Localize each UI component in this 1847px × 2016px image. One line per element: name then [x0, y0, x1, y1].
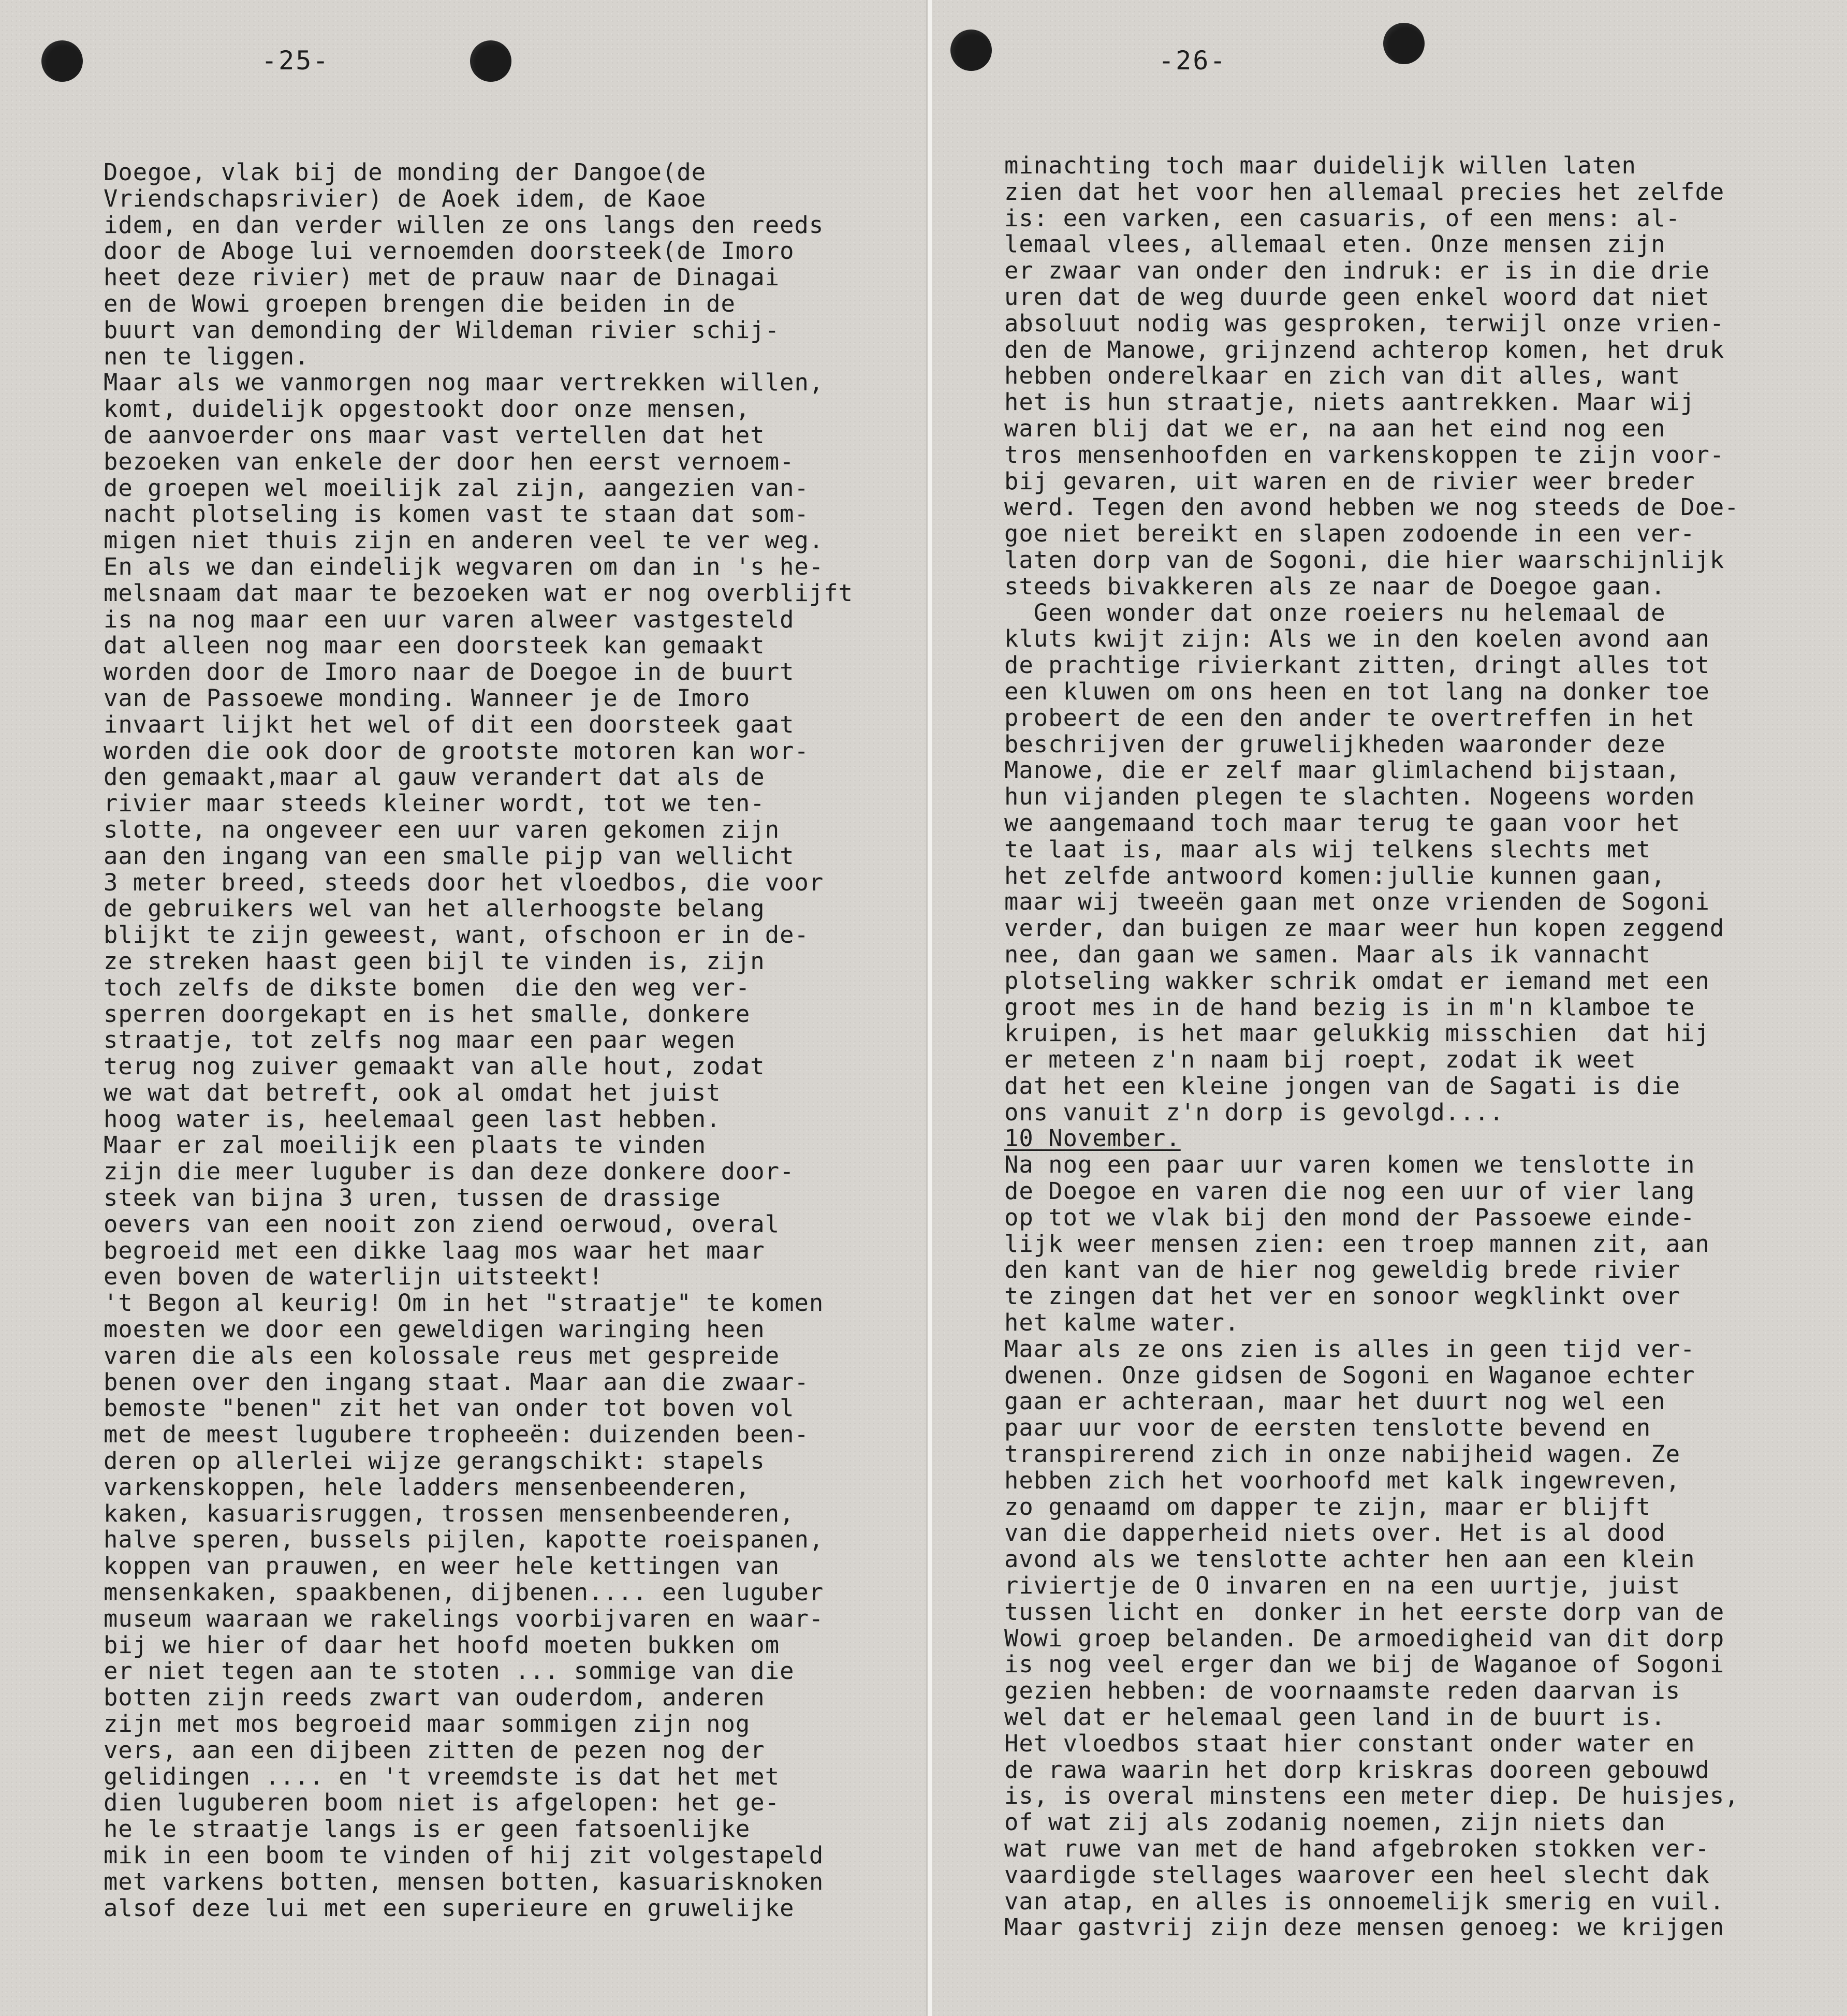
text-line: botten zijn reeds zwart van ouderdom, anderen — [104, 1684, 765, 1712]
text-line: de gebruikers wel van het allerhoogste belang — [104, 895, 765, 923]
text-line: we wat dat betreft, ook al omdat het juist — [104, 1078, 721, 1106]
text-line: is: een varken, een casuaris, of een mens: al- — [1004, 204, 1681, 232]
text-line: heet deze rivier) met de prauw naar de Dinagai — [104, 264, 780, 291]
text-line: Maar gastvrij zijn deze mensen genoeg: we krijgen — [1004, 1913, 1725, 1941]
text-line: bij gevaren, uit waren en de rivier weer breder — [1004, 467, 1695, 495]
text-line: de rawa waarin het dorp kriskras dooreen gebouwd — [1004, 1756, 1710, 1784]
text-line: wel dat er helemaal geen land in de buurt is. — [1004, 1703, 1666, 1731]
text-line: zo genaamd om dapper te zijn, maar er blijft — [1004, 1493, 1651, 1521]
text-line: beschrijven der gruwelijkheden waaronder deze — [1004, 730, 1666, 758]
text-line: en de Wowi groepen brengen die beiden in de — [104, 289, 736, 317]
text-line: zijn met mos begroeid maar sommigen zijn nog — [104, 1710, 751, 1738]
text-line: buurt van demonding der Wildeman rivier schij- — [104, 316, 780, 344]
text-line: 10 November. — [1004, 1124, 1181, 1152]
text-line: varkenskoppen, hele ladders mensenbeenderen, — [104, 1473, 751, 1501]
text-line: den gemaakt,maar al gauw verandert dat als de — [104, 763, 765, 791]
text-line: den kant van de hier nog geweldig brede rivier — [1004, 1256, 1681, 1284]
text-line: nacht plotseling is komen vast te staan dat som- — [104, 500, 809, 528]
text-line: Na nog een paar uur varen komen we tenslotte in — [1004, 1151, 1695, 1179]
text-line: met de meest lugubere tropheeën: duizenden been- — [104, 1421, 809, 1449]
text-line: wat ruwe van met de hand afgebroken stokken ver- — [1004, 1835, 1710, 1862]
text-line: bij we hier of daar het hoofd moeten bukken om — [104, 1631, 780, 1659]
text-line: Het vloedbos staat hier constant onder water en — [1004, 1729, 1695, 1757]
text-line: hebben zich het voorhoofd met kalk ingewreven, — [1004, 1466, 1681, 1494]
text-line: 't Begon al keurig! Om in het "straatje" te komen — [104, 1289, 824, 1317]
text-line: zijn die meer luguber is dan deze donkere door- — [104, 1158, 795, 1186]
text-line: laten dorp van de Sogoni, die hier waarschijnlijk — [1004, 546, 1725, 574]
text-line: moesten we door een geweldigen waringing heen — [104, 1316, 765, 1343]
page-number: -26- — [1159, 46, 1227, 76]
text-line: blijkt te zijn geweest, want, ofschoon er in de- — [104, 921, 809, 949]
text-line: kaken, kasuarisruggen, trossen mensenbeenderen, — [104, 1499, 795, 1527]
text-line: begroeid met een dikke laag mos waar het maar — [104, 1236, 765, 1264]
text-line: koppen van prauwen, en weer hele kettingen van — [104, 1552, 780, 1580]
text-line: hun vijanden plegen te slachten. Nogeens worden — [1004, 783, 1695, 811]
text-line: transpirerend zich in onze nabijheid wagen. Ze — [1004, 1440, 1681, 1468]
text-line: de groepen wel moeilijk zal zijn, aangezien van- — [104, 474, 809, 502]
text-line: absoluut nodig was gesproken, terwijl onze vrien- — [1004, 309, 1725, 337]
text-line: alsof deze lui met een superieure en gruwelijke — [104, 1894, 795, 1922]
text-line: bemoste "benen" zit het van onder tot boven vol — [104, 1394, 795, 1422]
text-line: bezoeken van enkele der door hen eerst vernoem- — [104, 447, 795, 475]
right-page — [932, 0, 1847, 2016]
text-line: terug nog zuiver gemaakt van alle hout, zodat — [104, 1053, 765, 1080]
text-line: waren blij dat we er, na aan het eind nog een — [1004, 414, 1666, 442]
text-line: nee, dan gaan we samen. Maar als ik vannacht — [1004, 940, 1651, 968]
text-line: van die dapperheid niets over. Het is al dood — [1004, 1519, 1666, 1547]
text-line: kruipen, is het maar gelukkig misschien dat hij — [1004, 1019, 1710, 1047]
text-line: hebben onderelkaar en zich van dit alles, want — [1004, 362, 1681, 390]
text-line: Maar als ze ons zien is alles in geen tijd ver- — [1004, 1335, 1695, 1363]
text-line: het kalme water. — [1004, 1309, 1240, 1337]
text-line: dat alleen nog maar een doorsteek kan gemaakt — [104, 632, 765, 660]
text-line: het is hun straatje, niets aantrekken. Maar wij — [1004, 388, 1695, 416]
text-line: de Doegoe en varen die nog een uur of vier lang — [1004, 1177, 1695, 1205]
page-divider — [928, 0, 932, 2016]
text-line: is na nog maar een uur varen alweer vastgesteld — [104, 605, 795, 633]
text-line: vers, aan een dijbeen zitten de pezen nog der — [104, 1736, 765, 1764]
text-line: gaan er achteraan, maar het duurt nog wel een — [1004, 1387, 1666, 1415]
text-line: deren op allerlei wijze gerangschikt: stapels — [104, 1447, 765, 1475]
text-line: te laat is, maar als wij telkens slechts met — [1004, 835, 1651, 863]
page-text — [104, 159, 853, 1921]
text-line: ons vanuit z'n dorp is gevolgd.... — [1004, 1098, 1504, 1126]
text-line: slotte, na ongeveer een uur varen gekomen zijn — [104, 815, 780, 843]
text-line: straatje, tot zelfs nog maar een paar wegen — [104, 1026, 736, 1054]
text-line: de aanvoerder ons maar vast vertellen dat het — [104, 421, 765, 449]
text-line: of wat zij als zodanig noemen, zijn niets dan — [1004, 1808, 1666, 1836]
text-line: toch zelfs de dikste bomen die den weg ver- — [104, 973, 751, 1001]
text-line: oevers van een nooit zon ziend oerwoud, overal — [104, 1210, 780, 1238]
text-line: sperren doorgekapt en is het smalle, donkere — [104, 1000, 751, 1028]
page-text — [1004, 153, 1739, 1941]
text-line: met varkens botten, mensen botten, kasuarisknoken — [104, 1867, 824, 1895]
page-number: -25- — [261, 46, 330, 76]
text-line: er meteen z'n naam bij roept, zodat ik weet — [1004, 1046, 1636, 1074]
text-line: door de Aboge lui vernoemden doorsteek(de Imoro — [104, 237, 795, 265]
text-line: museum waaraan we rakelings voorbijvaren en waar- — [104, 1604, 824, 1632]
text-line: steek van bijna 3 uren, tussen de drassige — [104, 1184, 721, 1212]
text-line: Maar er zal moeilijk een plaats te vinden — [104, 1131, 707, 1159]
text-line: van de Passoewe monding. Wanneer je de Imoro — [104, 684, 751, 712]
text-line: even boven de waterlijn uitsteekt! — [104, 1263, 604, 1291]
text-line: groot mes in de hand bezig is in m'n klamboe te — [1004, 993, 1695, 1021]
text-line: probeert de een den ander te overtreffen in het — [1004, 704, 1695, 732]
text-line: melsnaam dat maar te bezoeken wat er nog overblijft — [104, 579, 854, 607]
text-line: op tot we vlak bij den mond der Passoewe einde- — [1004, 1203, 1695, 1231]
text-line: te zingen dat het ver en sonoor wegklinkt over — [1004, 1282, 1681, 1310]
text-line: is nog veel erger dan we bij de Waganoe of Sogoni — [1004, 1650, 1725, 1678]
text-line: komt, duidelijk opgestookt door onze mensen, — [104, 395, 751, 423]
text-line: steeds bivakkeren als ze naar de Doegoe gaan. — [1004, 572, 1666, 600]
text-line: werd. Tegen den avond hebben we nog steeds de Doe- — [1004, 493, 1739, 521]
text-line: aan den ingang van een smalle pijp van wellicht — [104, 842, 795, 870]
text-line: benen over den ingang staat. Maar aan die zwaar- — [104, 1368, 809, 1396]
text-line: avond als we tenslotte achter hen aan een klein — [1004, 1545, 1695, 1573]
text-line: Wowi groep belanden. De armoedigheid van dit dorp — [1004, 1624, 1725, 1652]
text-line: Doegoe, vlak bij de monding der Dangoe(de — [104, 158, 707, 186]
text-line: Vriendschapsrivier) de Aoek idem, de Kaoe — [104, 184, 707, 212]
text-line: plotseling wakker schrik omdat er iemand met een — [1004, 967, 1710, 995]
text-line: En als we dan eindelijk wegvaren om dan in 's he- — [104, 552, 824, 580]
text-line: zien dat het voor hen allemaal precies het zelfde — [1004, 178, 1725, 206]
text-line: van atap, en alles is onnoemelijk smerig en vuil. — [1004, 1887, 1725, 1915]
punch-hole-icon — [41, 40, 83, 82]
text-line: invaart lijkt het wel of dit een doorsteek gaat — [104, 710, 795, 738]
text-line: mensenkaken, spaakbenen, dijbenen.... een luguber — [104, 1579, 824, 1606]
text-line: we aangemaand toch maar terug te gaan voor het — [1004, 809, 1681, 837]
text-line: de prachtige rivierkant zitten, dringt alles tot — [1004, 651, 1710, 679]
text-line: 3 meter breed, steeds door het vloedbos, die voor — [104, 868, 824, 896]
text-line: lijk weer mensen zien: een troep mannen zit, aan — [1004, 1230, 1710, 1258]
text-line: uren dat de weg duurde geen enkel woord dat niet — [1004, 283, 1710, 311]
text-line: minachting toch maar duidelijk willen laten — [1004, 152, 1636, 179]
text-line: halve speren, bussels pijlen, kapotte roeispanen, — [104, 1526, 824, 1554]
punch-hole-icon — [950, 30, 992, 71]
text-line: een kluwen om ons heen en tot lang na donker toe — [1004, 677, 1710, 705]
punch-hole-icon — [470, 40, 511, 82]
text-line: gezien hebben: de voornaamste reden daarvan is — [1004, 1677, 1681, 1705]
text-line: Geen wonder dat onze roeiers nu helemaal de — [1004, 598, 1666, 626]
text-line: lemaal vlees, allemaal eten. Onze mensen zijn — [1004, 230, 1666, 258]
text-line: idem, en dan verder willen ze ons langs den reeds — [104, 211, 824, 239]
text-line: Maar als we vanmorgen nog maar vertrekken willen, — [104, 369, 824, 397]
text-line: he le straatje langs is er geen fatsoenlijke — [104, 1815, 751, 1843]
text-line: ze streken haast geen bijl te vinden is, zijn — [104, 947, 765, 975]
text-line: is, is overal minstens een meter diep. De huisjes, — [1004, 1782, 1739, 1810]
text-line: varen die als een kolossale reus met gespreide — [104, 1341, 780, 1369]
text-line: tussen licht en donker in het eerste dorp van de — [1004, 1598, 1725, 1626]
text-line: migen niet thuis zijn en anderen veel te ver weg. — [104, 527, 824, 554]
text-line: er zwaar van onder den indruk: er is in die drie — [1004, 257, 1710, 285]
text-line: worden die ook door de grootste motoren kan wor- — [104, 737, 809, 765]
punch-hole-icon — [1383, 23, 1425, 64]
text-line: er niet tegen aan te stoten ... sommige van die — [104, 1657, 795, 1685]
text-line: vaardigde stellages waarover een heel slecht dak — [1004, 1861, 1710, 1889]
text-line: mik in een boom te vinden of hij zit volgestapeld — [104, 1842, 824, 1869]
text-line: dwenen. Onze gidsen de Sogoni en Waganoe echter — [1004, 1361, 1695, 1389]
text-line: rivier maar steeds kleiner wordt, tot we ten- — [104, 790, 765, 817]
text-line: maar wij tweeën gaan met onze vrienden de Sogoni — [1004, 888, 1710, 916]
text-line: hoog water is, heelemaal geen last hebben. — [104, 1105, 721, 1133]
text-line: verder, dan buigen ze maar weer hun kopen zeggend — [1004, 914, 1725, 942]
text-line: Manowe, die er zelf maar glimlachend bijstaan, — [1004, 756, 1681, 784]
text-line: paar uur voor de eersten tenslotte bevend en — [1004, 1414, 1651, 1442]
text-line: nen te liggen. — [104, 342, 310, 370]
text-line: het zelfde antwoord komen:jullie kunnen gaan, — [1004, 861, 1666, 889]
text-line: goe niet bereikt en slapen zodoende in een ver- — [1004, 520, 1695, 548]
text-line: dien luguberen boom niet is afgelopen: het ge- — [104, 1789, 780, 1817]
text-line: riviertje de O invaren en na een uurtje, juist — [1004, 1572, 1681, 1600]
text-line: tros mensenhoofden en varkenskoppen te zijn voor- — [1004, 441, 1725, 469]
text-line: den de Manowe, grijnzend achterop komen, het druk — [1004, 335, 1725, 363]
text-line: gelidingen .... en 't vreemdste is dat het met — [104, 1762, 780, 1790]
text-line: kluts kwijt zijn: Als we in den koelen avond aan — [1004, 625, 1710, 653]
text-line: dat het een kleine jongen van de Sagati is die — [1004, 1072, 1681, 1100]
text-line: worden door de Imoro naar de Doegoe in de buurt — [104, 658, 795, 686]
